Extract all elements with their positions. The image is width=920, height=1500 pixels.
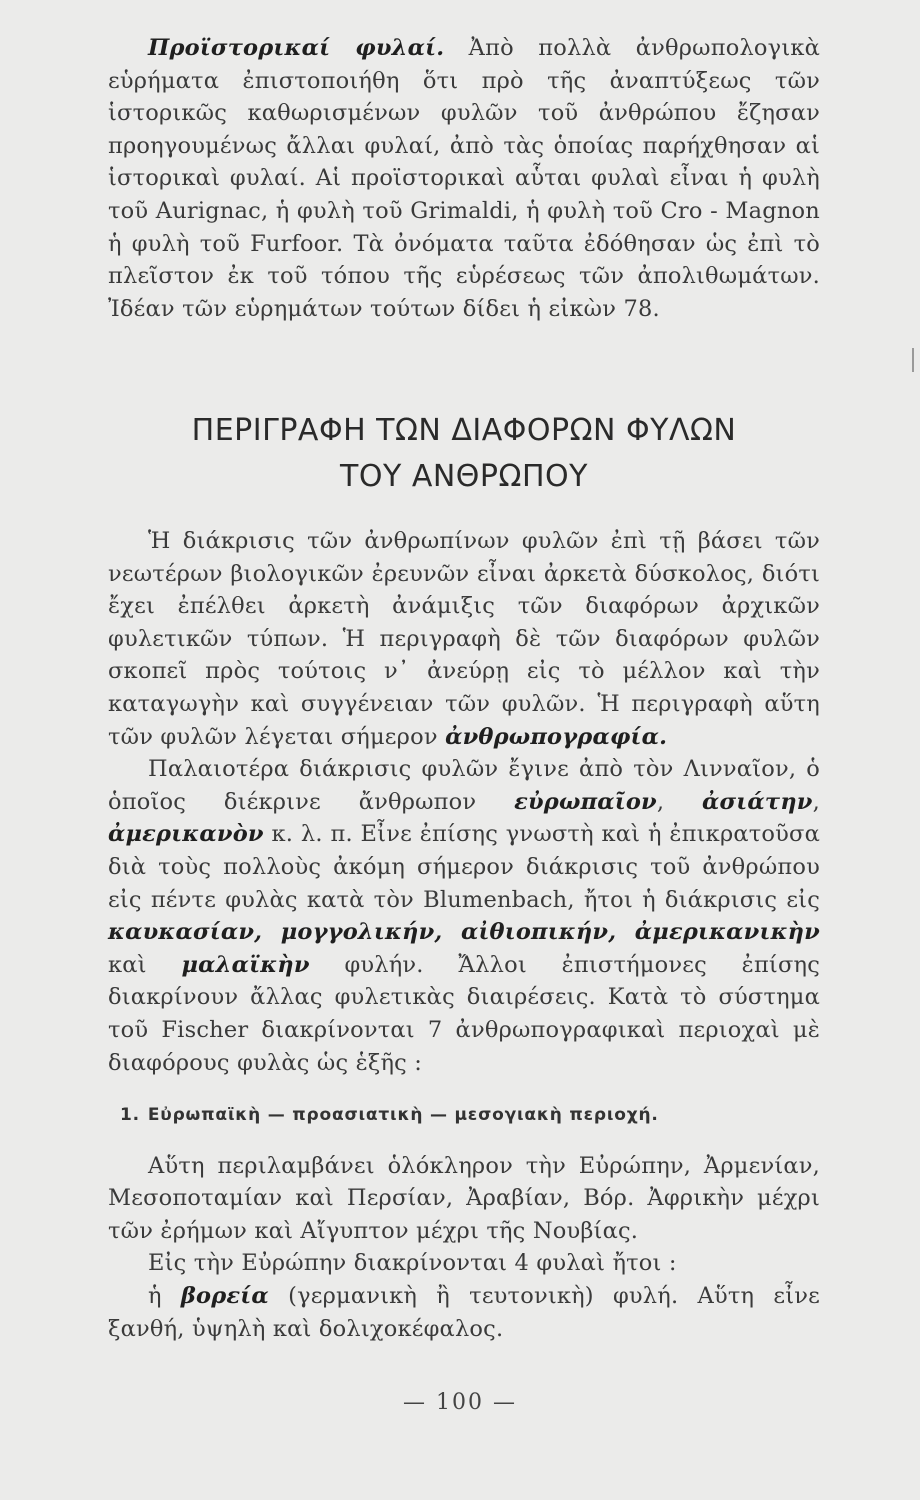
term-malay: μαλαϊκὴν	[181, 951, 310, 978]
paragraph-5	[108, 1280, 820, 1345]
paragraph-2-text-4: κ. λ. π. Εἶνε ἐπίσης γνωστὴ καὶ ἡ ἐπικρατοῦσα διὰ τοὺς πολλοὺς ἀκόμη σήμερον διάκρισις τοῦ ἀνθρώπου εἰς πέντε φυλὰς κατὰ τὸν Blumenbach, ἤτοι ἡ διάκρισις εἰς	[108, 821, 820, 913]
intro-text: Ἀπὸ πολλὰ ἀνθρωπολογικὰ εὑρήματα ἐπιστοποιήθη ὅτι πρὸ τῆς ἀναπτύξεως τῶν ἱστορικῶς καθωρισμένων φυλῶν τοῦ ἀνθρώπου ἔζησαν προηγουμένως ἄλλαι φυλαί, ἀπὸ τὰς ὁποίας παρήχθησαν αἱ ἱστορικαὶ φυλαί. Αἱ προϊστορικαὶ αὗται φυλαὶ εἶναι ἡ φυλὴ τοῦ Aurignac, ἡ φυλὴ τοῦ Grimaldi, ἡ φυλὴ τοῦ Cro - Magnon ἡ φυλὴ τοῦ Furfoor. Τὰ ὀνόματα ταῦτα ἐδόθησαν ὡς ἐπὶ τὸ πλεῖστον ἐκ τοῦ τόπου τῆς εὑρέσεως τῶν ἀπολιθωμάτων. Ἰδέαν τῶν εὑρημάτων τούτων δίδει ἡ εἰκὼν 78.	[108, 35, 820, 322]
subsection-label: Εὐρωπαϊκὴ — προασιατικὴ — μεσογιακὴ περιοχή.	[147, 1105, 659, 1126]
term-races-list: καυκασίαν, μογγολικήν, αἰθιοπικήν, ἀμερικανικὴν	[108, 919, 820, 946]
term-american: ἀμερικανὸν	[108, 821, 264, 848]
paragraph-2	[108, 753, 820, 1079]
paragraph-1-text: Ἡ διάκρισις τῶν ἀνθρωπίνων φυλῶν ἐπὶ τῇ βάσει τῶν νεωτέρων βιολογικῶν ἐρευνῶν εἶναι ἀρκετὰ δύσκολος, διότι ἔχει ἐπέλθει ἀρκετὴ ἀνάμιξις τῶν διαφόρων ἀρχικῶν φυλετικῶν τύπων. Ἡ περιγραφὴ δὲ τῶν διαφόρων φυλῶν σκοπεῖ πρὸς τούτοις ν᾽ ἀνεύρῃ εἰς τὸ μέλλον καὶ τὴν καταγωγὴν καὶ συγγένειαν τῶν φυλῶν. Ἡ περιγραφὴ αὕτη τῶν φυλῶν λέγεται σήμερον	[108, 528, 820, 750]
paragraph-3: Αὕτη περιλαμβάνει ὁλόκληρον τὴν Εὐρώπην, Ἀρμενίαν, Μεσοποταμίαν καὶ Περσίαν, Ἀραβίαν, Βόρ. Ἀφρικὴν μέχρι τῶν ἐρήμων καὶ Αἴγυπτον μέχρι τῆς Νουβίας.	[108, 1152, 820, 1244]
term-anthropography: ἀνθρωπογραφία.	[445, 723, 668, 750]
term-european: εὐρωπαῖον	[514, 788, 657, 815]
subsection-heading	[108, 1099, 820, 1132]
paragraph-2-text-2: ,	[656, 788, 702, 815]
body-text	[108, 525, 820, 1345]
term-nordic: βορεία	[180, 1283, 269, 1310]
run-in-heading: Προϊστορικαί φυλαί.	[148, 35, 445, 61]
page-number: — 100 —	[403, 1390, 517, 1415]
term-asian: ἀσιάτην	[702, 788, 813, 815]
heading-line-1: ΠΕΡΙΓΡΑΦΗ ΤΩΝ ΔΙΑΦΟΡΩΝ ΦΥΛΩΝ	[191, 413, 737, 448]
paragraph-2-text-1: Παλαιοτέρα διάκρισις φυλῶν ἔγινε ἀπὸ τὸν Λινναῖον, ὁ ὁποῖος διέκρινε ἄνθρωπον	[108, 756, 820, 815]
paragraph-5-text-1: ἡ	[148, 1283, 181, 1310]
subsection-number: 1.	[120, 1105, 140, 1126]
margin-mark	[912, 348, 914, 372]
intro-paragraph	[108, 32, 820, 325]
paragraph-5-text-2: (γερμανικὴ ἢ τευτονικὴ) φυλή. Αὕτη εἶνε ξανθή, ὑψηλὴ καὶ δολιχοκέφαλος.	[108, 1283, 820, 1342]
section-heading	[108, 408, 820, 500]
paragraph-2-text-5: καὶ	[108, 951, 182, 978]
paragraph-2-text-6: φυλήν. Ἄλλοι ἐπιστήμονες ἐπίσης διακρίνουν ἄλλας φυλετικὰς διαιρέσεις. Κατὰ τὸ σύστημα τοῦ Fischer διακρίνονται 7 ἀνθρωπογραφικαὶ περιοχαὶ μὲ διαφόρους φυλὰς ὡς ἑξῆς :	[108, 951, 820, 1076]
heading-line-2: ΤΟΥ ΑΝΘΡΩΠΟΥ	[340, 459, 588, 494]
paragraph-4: Εἰς τὴν Εὐρώπην διακρίνονται 4 φυλαὶ ἤτοι :	[148, 1250, 677, 1277]
paragraph-2-text-3: ,	[812, 788, 820, 815]
paragraph-1	[108, 525, 820, 753]
